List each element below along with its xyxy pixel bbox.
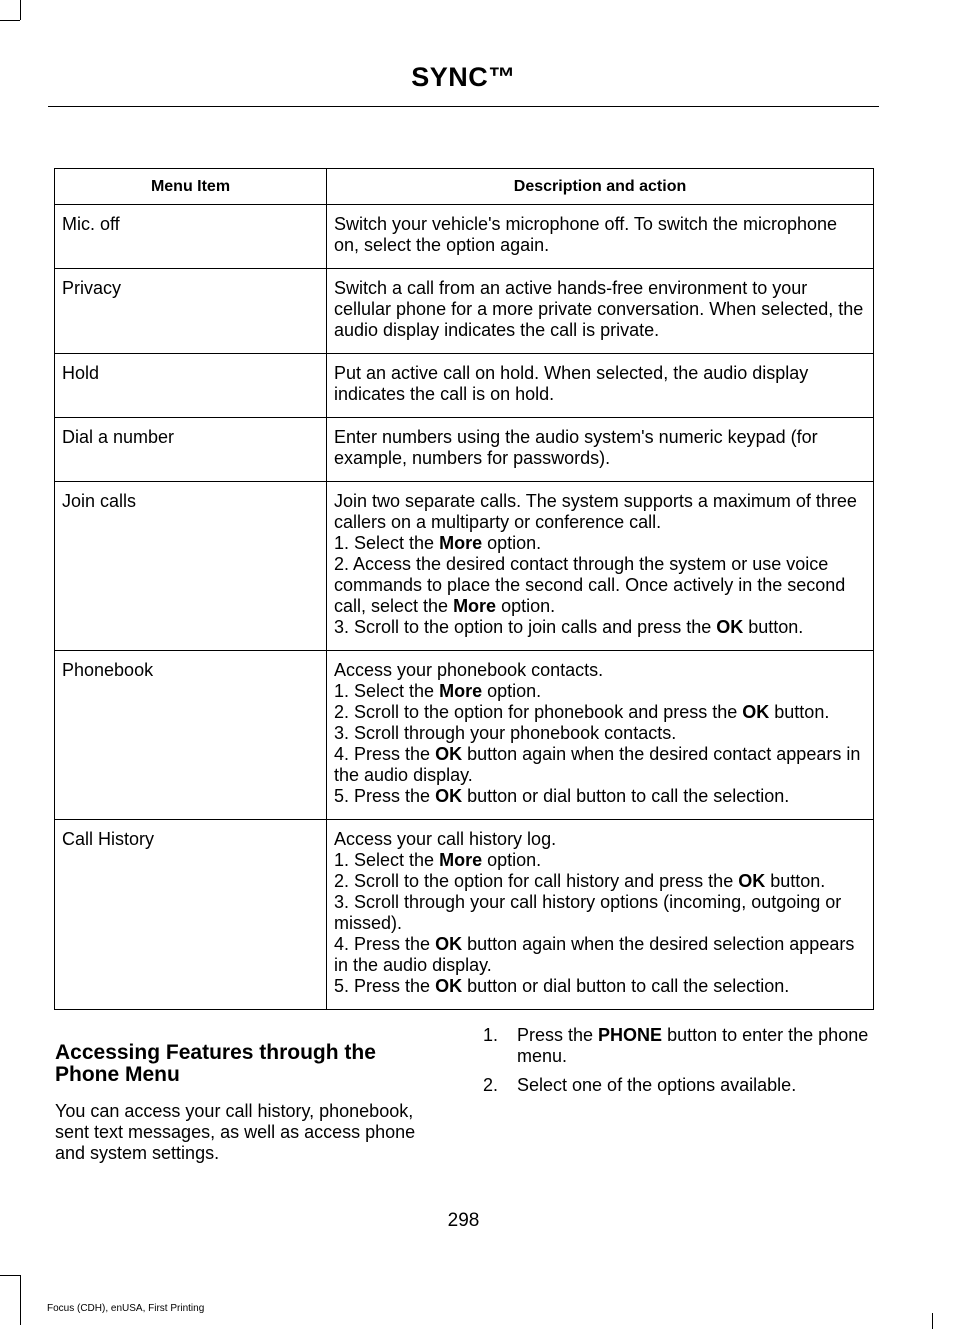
description-line xyxy=(334,850,867,871)
description-line xyxy=(334,660,867,681)
bold-label: OK xyxy=(716,617,744,637)
description-line xyxy=(334,363,867,405)
description-line xyxy=(334,427,867,469)
table-row xyxy=(55,651,874,820)
text-run: button to enter the phone menu. xyxy=(517,1025,869,1066)
column-header-description: Description and action xyxy=(327,169,874,205)
title-divider xyxy=(48,106,879,107)
text-run: button or dial button to call the selection. xyxy=(462,786,790,806)
description-line xyxy=(334,681,867,702)
menu-item-cell: Hold xyxy=(55,354,327,418)
bold-label: OK xyxy=(435,934,463,954)
text-run: button. xyxy=(765,871,826,891)
bold-label: OK xyxy=(435,976,463,996)
page-number: 298 xyxy=(447,1210,480,1231)
text-run: 3. Scroll through your phonebook contacts. xyxy=(334,723,677,743)
step-number: 2. xyxy=(483,1075,499,1095)
text-run: Select one of the options available. xyxy=(517,1075,797,1095)
description-cell xyxy=(327,651,874,820)
description-line xyxy=(334,554,867,617)
menu-item-cell: Mic. off xyxy=(55,205,327,269)
table-row xyxy=(55,482,874,651)
text-run: Access your call history log. xyxy=(334,829,557,849)
bold-label: PHONE xyxy=(598,1025,663,1045)
step-number: 1. xyxy=(483,1025,499,1045)
table-header-row xyxy=(55,169,874,205)
table-row xyxy=(55,205,874,269)
description-line xyxy=(334,533,867,554)
bold-label: More xyxy=(439,533,483,553)
description-line xyxy=(334,786,867,807)
description-line xyxy=(334,871,867,892)
text-run: 4. Press the xyxy=(334,934,436,954)
text-run: Access your phonebook contacts. xyxy=(334,660,604,680)
section-body: You can access your call history, phonebook, sent text messages, as well as access phone and system settings. xyxy=(55,1101,416,1163)
text-run: Switch your vehicle's microphone off. To switch the microphone on, select the option again. xyxy=(334,214,838,255)
text-run: 1. Select the xyxy=(334,850,440,870)
description-line xyxy=(334,892,867,934)
menu-item-cell: Privacy xyxy=(55,269,327,354)
text-run: 5. Press the xyxy=(334,976,436,996)
menu-item-cell: Call History xyxy=(55,820,327,1010)
crop-mark xyxy=(932,1313,933,1329)
text-run: 1. Select the xyxy=(334,681,440,701)
description-line xyxy=(334,723,867,744)
table-row xyxy=(55,820,874,1010)
description-cell xyxy=(327,205,874,269)
crop-mark xyxy=(0,1275,20,1276)
text-run: 4. Press the xyxy=(334,744,436,764)
text-run: button or dial button to call the selection. xyxy=(462,976,790,996)
bold-label: More xyxy=(453,596,497,616)
table-row xyxy=(55,354,874,418)
footer-text: Focus (CDH), enUSA, First Printing xyxy=(47,1303,205,1314)
text-run: Join two separate calls. The system supports a maximum of three callers on a multiparty or conference call. xyxy=(334,491,857,532)
description-cell xyxy=(327,269,874,354)
description-cell xyxy=(327,820,874,1010)
description-line xyxy=(334,829,867,850)
bold-label: OK xyxy=(738,871,766,891)
text-run: Switch a call from an active hands-free environment to your cellular phone for a more private conversation. When selected, the audio display indicates the call is private. xyxy=(334,278,864,340)
menu-item-cell: Join calls xyxy=(55,482,327,651)
description-line xyxy=(334,702,867,723)
description-line xyxy=(334,976,867,997)
text-run: option. xyxy=(496,596,556,616)
text-run: button. xyxy=(743,617,804,637)
crop-mark xyxy=(20,0,21,20)
text-run: Press the xyxy=(517,1025,599,1045)
table-row xyxy=(55,418,874,482)
text-run: 2. Access the desired contact through the system or use voice commands to place the second call. Once actively in the second call, select the xyxy=(334,554,846,616)
description-line xyxy=(334,744,867,786)
description-cell xyxy=(327,482,874,651)
text-run: 1. Select the xyxy=(334,533,440,553)
description-cell xyxy=(327,354,874,418)
description-line xyxy=(334,617,867,638)
text-run: button. xyxy=(769,702,830,722)
text-run: option. xyxy=(482,850,542,870)
crop-mark xyxy=(0,20,20,21)
menu-item-cell: Phonebook xyxy=(55,651,327,820)
column-header-menu-item: Menu Item xyxy=(55,169,327,205)
description-line xyxy=(334,278,867,341)
text-run: 3. Scroll through your call history options (incoming, outgoing or missed). xyxy=(334,892,842,933)
step-text xyxy=(517,1075,883,1096)
steps-list xyxy=(483,1025,883,1104)
description-line xyxy=(334,214,867,256)
bold-label: OK xyxy=(435,786,463,806)
text-run: Enter numbers using the audio system's numeric keypad (for example, numbers for passwords). xyxy=(334,427,818,468)
text-run: 2. Scroll to the option for call history and press the xyxy=(334,871,739,891)
menu-table xyxy=(54,168,874,1010)
table-body xyxy=(55,205,874,1010)
text-run: button again when the desired selection appears in the audio display. xyxy=(334,934,855,975)
text-run: 2. Scroll to the option for phonebook and press the xyxy=(334,702,743,722)
text-run: 3. Scroll to the option to join calls and press the xyxy=(334,617,717,637)
menu-item-cell: Dial a number xyxy=(55,418,327,482)
text-run: 5. Press the xyxy=(334,786,436,806)
description-line xyxy=(334,491,867,533)
step-item xyxy=(483,1075,883,1096)
description-cell xyxy=(327,418,874,482)
table-row xyxy=(55,269,874,354)
bold-label: More xyxy=(439,850,483,870)
bold-label: OK xyxy=(742,702,770,722)
page-title: SYNC™ xyxy=(411,62,516,92)
text-run: button again when the desired contact appears in the audio display. xyxy=(334,744,861,785)
text-run: Put an active call on hold. When selected, the audio display indicates the call is on hold. xyxy=(334,363,809,404)
bold-label: OK xyxy=(435,744,463,764)
description-line xyxy=(334,934,867,976)
crop-mark xyxy=(20,1275,21,1325)
text-run: option. xyxy=(482,681,542,701)
section-heading: Accessing Features through the Phone Menu xyxy=(55,1041,376,1086)
step-item xyxy=(483,1025,883,1067)
text-run: option. xyxy=(482,533,542,553)
step-text xyxy=(517,1025,883,1067)
bold-label: More xyxy=(439,681,483,701)
